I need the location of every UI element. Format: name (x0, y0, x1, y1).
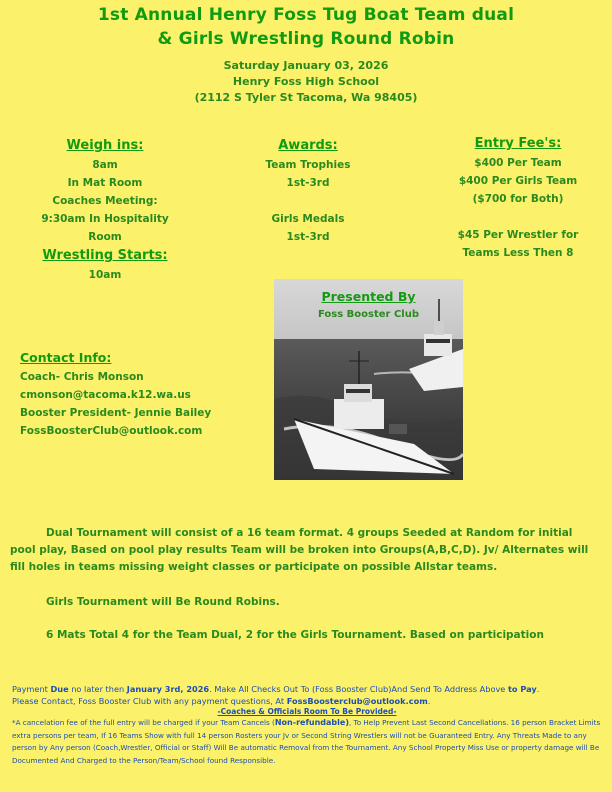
awards-line-2: 1st-3rd (286, 177, 330, 189)
entry-fees-heading: Entry Fee's: (474, 136, 562, 151)
contact-coach: Coach- Chris Monson (20, 371, 144, 383)
payment-contact-line: Please Contact, Foss Booster Club with any payment questions, At FossBoosterclub@outlook.com. (12, 696, 431, 706)
weigh-ins-section (10, 136, 200, 284)
coaches-meeting-label: Coaches Meeting: (52, 195, 158, 207)
room-note: -Coaches & Officials Room To Be Provided- (217, 707, 397, 716)
entry-fees-line-1: $400 Per Team (474, 157, 562, 169)
page-title (0, 3, 612, 51)
event-date: Saturday January 03, 2026 (223, 59, 389, 72)
contact-president: Booster President- Jennie Bailey (20, 407, 212, 419)
presented-by-heading: Presented By (321, 289, 416, 304)
coaches-meeting-room: Room (88, 231, 122, 243)
wrestling-starts-heading: Wrestling Starts: (42, 248, 168, 263)
entry-fees-section (428, 134, 608, 262)
awards-line-4: 1st-3rd (286, 231, 330, 243)
dual-description: Dual Tournament will consist of a 16 team format. 4 groups Seeded at Random for initial pool play, Based on pool play results Team will be broken into Groups(A,B,C,D). Jv/ Alternates will fill holes in teams missing weight classes or participate on possible Allstar teams. (10, 527, 589, 573)
awards-heading: Awards: (278, 138, 338, 153)
contact-email[interactable]: cmonson@tacoma.k12.wa.us (20, 389, 191, 401)
awards-section (220, 136, 396, 246)
tugboat-photo (274, 279, 463, 480)
wrestling-starts-time: 10am (88, 269, 122, 281)
entry-fees-line-5: Teams Less Then 8 (462, 247, 574, 259)
entry-fees-line-4: $45 Per Wrestler for (457, 229, 579, 241)
title-line-2: & Girls Wrestling Round Robin (157, 29, 455, 49)
awards-line-1: Team Trophies (265, 159, 351, 171)
payment-club-email[interactable]: FossBoosterclub@outlook.com (286, 696, 428, 706)
presented-by (274, 287, 463, 323)
sponsor-name: Foss Booster Club (317, 309, 419, 320)
entry-fees-line-3: ($700 for Both) (472, 193, 564, 205)
event-info (0, 58, 612, 106)
event-school: Henry Foss High School (232, 75, 380, 88)
fine-print: *A cancelation fee of the full entry will be charged if your Team Cancels (Non-refundable), To Help Prevent Last Second Cancellations. 16 person Bracket Limits extra persons per team, If 16 Teams Show with full 14 person Rosters your Jv or Second String Wrestlers will not be Guaranteed Entry. Any Threats Made to any person by Any person (Coach,Wrestler, Official or Staff) Will Be automatic Removal from the Tournament. Any School Property Miss Use or property damage will Be Documented And Charged to the Person/Team/School found Responsible. (12, 718, 601, 765)
contact-section (20, 348, 211, 440)
payment-section (12, 683, 602, 767)
contact-heading: Contact Info: (20, 350, 112, 365)
entry-fees-line-2: $400 Per Girls Team (458, 175, 578, 187)
event-address: (2112 S Tyler St Tacoma, Wa 98405) (194, 91, 418, 104)
weigh-ins-heading: Weigh ins: (66, 138, 144, 153)
weigh-ins-time: 8am (92, 159, 118, 171)
girls-description: Girls Tournament will Be Round Robins. (46, 596, 280, 608)
weigh-ins-location: In Mat Room (67, 177, 143, 189)
awards-line-3: Girls Medals (271, 213, 345, 225)
title-line-1: 1st Annual Henry Foss Tug Boat Team dual (97, 5, 515, 25)
payment-line: Payment Due no later then January 3rd, 2026. Make All Checks Out To (Foss Booster Club)And Send To Address Above to Pay. (12, 684, 540, 694)
mats-description: 6 Mats Total 4 for the Team Dual, 2 for the Girls Tournament. Based on participation (46, 629, 544, 641)
contact-club-email[interactable]: FossBoosterClub@outlook.com (20, 425, 203, 437)
coaches-meeting-time: 9:30am In Hospitality (41, 213, 169, 225)
